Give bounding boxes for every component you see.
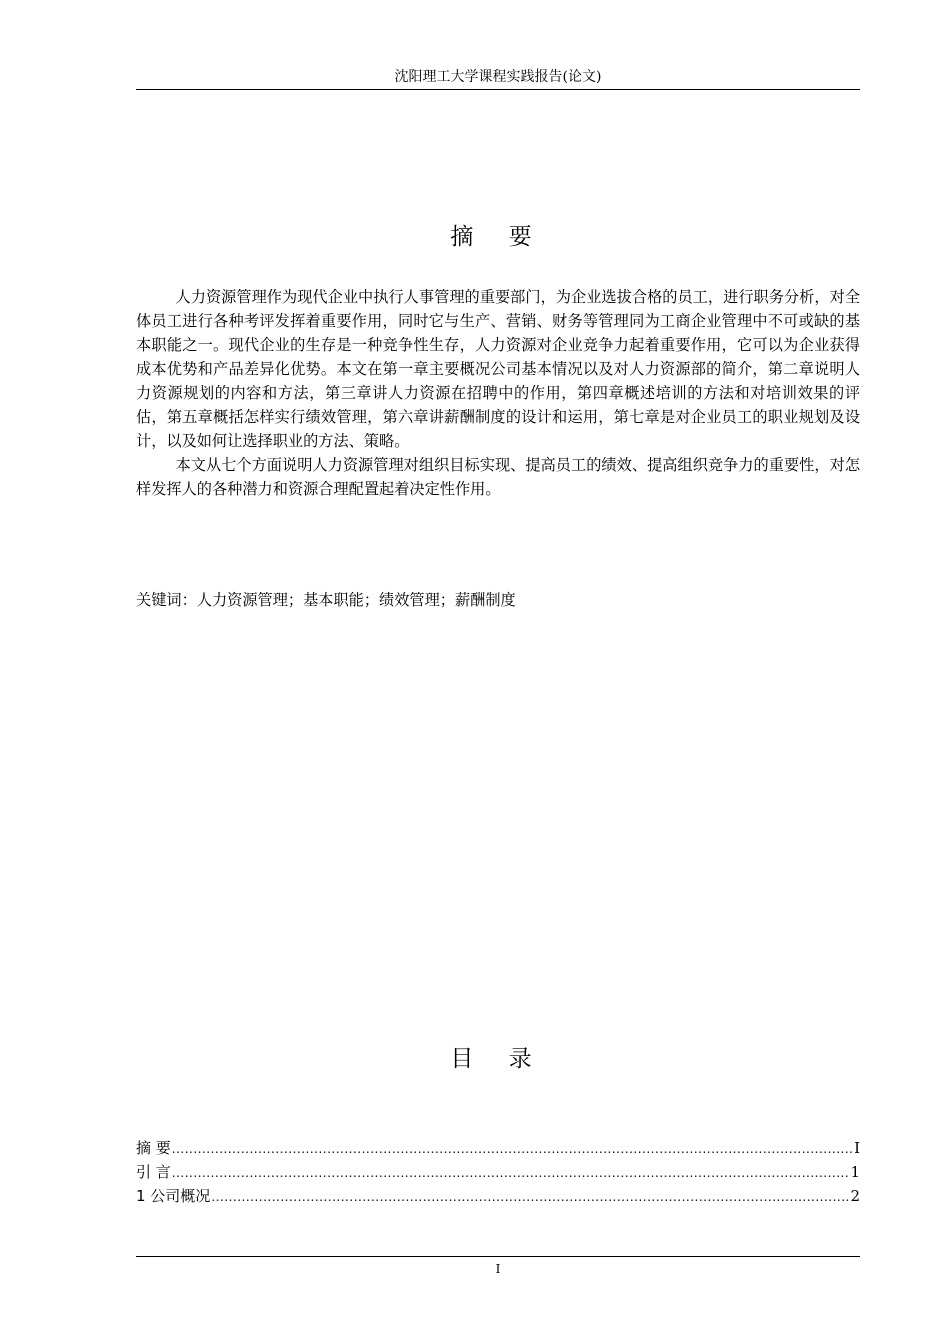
toc-entry-company-overview[interactable] (136, 1184, 860, 1208)
keywords-line (136, 588, 860, 612)
toc-entry-label: 摘 要 (136, 1139, 171, 1157)
keywords-text: 人力资源管理；基本职能；绩效管理；薪酬制度 (196, 591, 516, 609)
toc-entry-introduction[interactable] (136, 1160, 860, 1184)
abstract-body (136, 285, 860, 501)
page-header-title: 沈阳理工大学课程实践报告(论文) (394, 69, 602, 85)
toc-dot-leader (172, 1137, 853, 1161)
toc-entry-label: 引 言 (136, 1163, 171, 1181)
abstract-paragraph-2: 本文从七个方面说明人力资源管理对组织目标实现、提高员工的绩效、提高组织竞争力的重要性，对怎样发挥人的各种潜力和资源合理配置起着决定性作用。 (136, 456, 860, 498)
abstract-title: 摘 要 (450, 224, 546, 250)
toc-entry-label: 1 公司概况 (136, 1187, 211, 1205)
abstract-paragraph-1: 人力资源管理作为现代企业中执行人事管理的重要部门，为企业选拔合格的员工，进行职务分析，对全体员工进行各种考评发挥着重要作用，同时它与生产、营销、财务等管理同为工商企业管理中不可或缺的基本职能之一。现代企业的生存是一种竞争性生存，人力资源对企业竞争力起着重要作用，它可以为企业获得成本优势和产品差异化优势。本文在第一章主要概况公司基本情况以及对人力资源部的简介，第二章说明人力资源规划的内容和方法，第三章讲人力资源在招聘中的作用，第四章概述培训的方法和对培训效果的评估，第五章概括怎样实行绩效管理，第六章讲薪酬制度的设计和运用，第七章是对企业员工的职业规划及设计，以及如何让选择职业的方法、策略。 (136, 288, 860, 450)
toc-dot-leader (172, 1161, 850, 1185)
keywords-label: 关键词： (136, 591, 197, 609)
toc-dot-leader (211, 1185, 849, 1209)
footer-page-number: I (495, 1262, 501, 1276)
toc-title: 目 录 (450, 1046, 546, 1072)
header-rule (136, 89, 860, 90)
table-of-contents (136, 1136, 860, 1208)
toc-entry-page: 1 (850, 1163, 860, 1181)
footer-rule (136, 1256, 860, 1257)
toc-entry-abstract[interactable] (136, 1136, 860, 1160)
toc-entry-page: I (854, 1139, 860, 1157)
toc-entry-page: 2 (850, 1187, 860, 1205)
